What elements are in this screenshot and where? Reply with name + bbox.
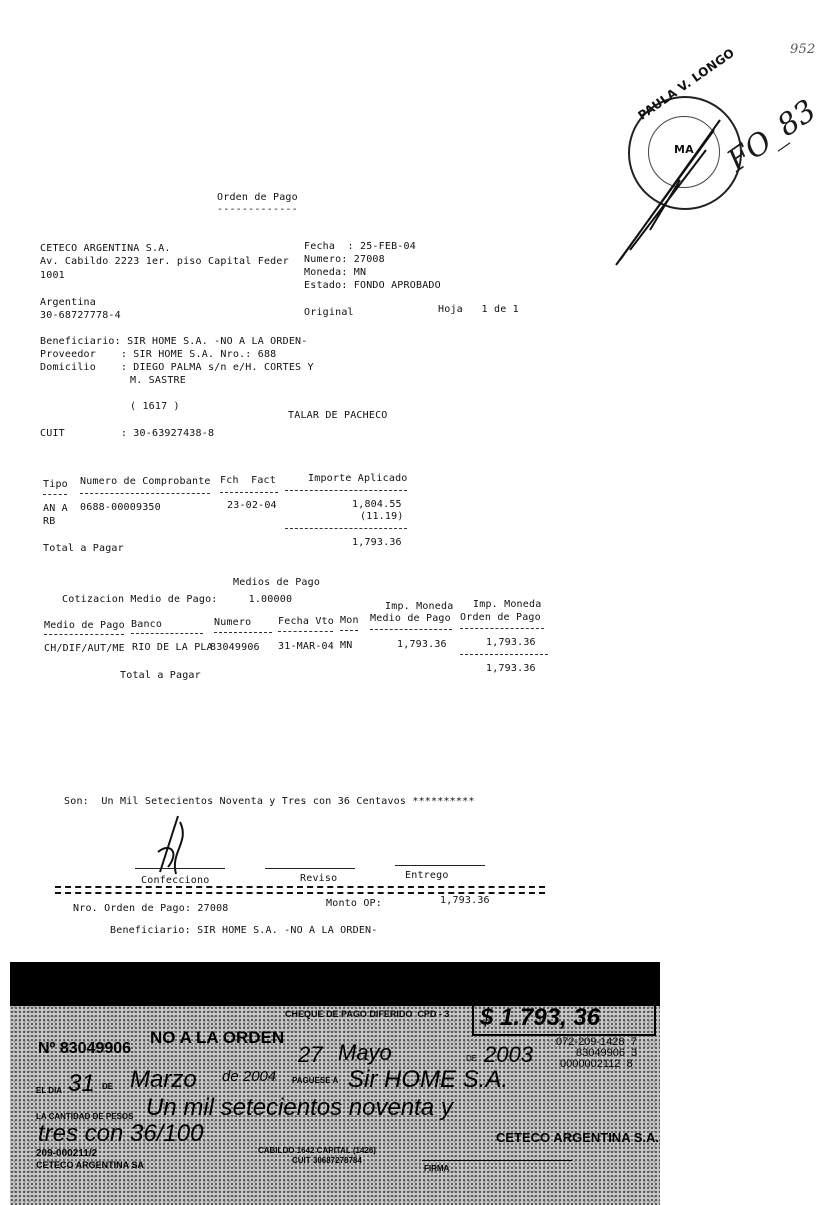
footer-nro-orden: Nro. Orden de Pago: 27008	[73, 903, 229, 914]
company-postal: 1001	[40, 270, 65, 281]
row-imp-orden: 1,793.36	[486, 637, 536, 648]
col-imp-orden-1: Imp. Moneda	[473, 599, 542, 610]
estado-field: Estado: FONDO APROBADO	[304, 280, 441, 291]
de2-label: DE	[102, 1082, 114, 1091]
company-country: Argentina	[40, 297, 96, 308]
cheque-account: 209-000211/2	[36, 1148, 98, 1159]
stamp-initials: MA	[674, 143, 694, 156]
col-medio: Medio de Pago	[44, 620, 125, 631]
divider	[340, 630, 358, 631]
col-numero: Numero de Comprobante	[80, 476, 211, 487]
cantidad-label: LA CANTIDAD DE PESOS	[36, 1112, 134, 1121]
row-numero: 0688-00009350	[80, 502, 161, 513]
row-numero: 83049906	[210, 642, 260, 653]
total-label: Total a Pagar	[43, 543, 124, 554]
footer-monto-label: Monto OP:	[326, 898, 382, 909]
row-mon: MN	[340, 640, 353, 651]
stamp-name: PAULA V. LONGO	[635, 45, 738, 123]
col-fecha: Fch Fact	[220, 475, 276, 486]
pay-day: 31	[68, 1070, 95, 1097]
row-tipo: RB	[43, 516, 56, 527]
proveedor-line: Proveedor : SIR HOME S.A. Nro.: 688	[40, 349, 277, 360]
title-underline: -------------	[217, 204, 298, 215]
signature-line	[135, 868, 225, 869]
hoja-label: Hoja 1 de 1	[438, 304, 519, 315]
footer-monto: 1,793.36	[440, 895, 490, 906]
divider	[43, 494, 67, 495]
localidad: TALAR DE PACHECO	[288, 410, 388, 421]
cheque-amount: $ 1.793, 36	[480, 1004, 601, 1031]
cheque-year: 2003	[484, 1042, 533, 1067]
divider	[220, 492, 278, 493]
divider	[460, 628, 544, 629]
paguese-label: PAGUESE A	[292, 1076, 339, 1085]
cheque-day: 27	[298, 1042, 323, 1067]
col-mon: Mon	[340, 615, 359, 626]
row-banco: RIO DE LA PLA	[132, 642, 213, 653]
row-importe: (11.19)	[360, 511, 404, 522]
row-medio: CH/DIF/AUT/ME	[44, 643, 125, 654]
sig-confecciono: Confecciono	[141, 875, 210, 886]
footer-beneficiario: Beneficiario: SIR HOME S.A. -NO A LA ORDEN-	[110, 925, 378, 936]
amount-words-2: tres con 36/100	[38, 1120, 204, 1147]
original-label: Original	[304, 307, 354, 318]
divider	[285, 490, 407, 491]
amount-in-words: Son: Un Mil Setecientos Noventa y Tres con 36 Centavos **********	[64, 796, 475, 807]
de-label: DE	[466, 1054, 478, 1063]
col-vto: Fecha Vto	[278, 616, 334, 627]
col-banco: Banco	[131, 619, 163, 630]
cheque-code-1: 072-209-1428 7	[556, 1036, 637, 1048]
col-imp-medio-1: Imp. Moneda	[385, 601, 454, 612]
cheque-month: Mayo	[338, 1040, 392, 1065]
postal-code: ( 1617 )	[130, 401, 180, 412]
row-tipo: AN A	[43, 503, 68, 514]
signature-scribble-icon	[610, 110, 740, 270]
signature-icon	[150, 812, 200, 882]
medios-total-value: 1,793.36	[486, 663, 536, 674]
sig-entrego: Entrego	[405, 870, 449, 881]
cheque-code-2: 83049906 3	[576, 1047, 638, 1059]
beneficiary-cuit: CUIT : 30-63927438-8	[40, 428, 215, 439]
divider	[214, 632, 272, 633]
col-importe: Importe Aplicado	[308, 473, 408, 484]
signature-line	[265, 868, 355, 869]
divider	[80, 493, 210, 494]
cheque-header-bar	[10, 962, 660, 1006]
row-imp-medio: 1,793.36	[397, 639, 447, 650]
divider	[370, 629, 452, 630]
divider	[278, 631, 333, 632]
no-a-la-orden: NO A LA ORDEN	[150, 1028, 285, 1047]
divider	[44, 634, 124, 635]
col-imp-orden-2: Orden de Pago	[460, 612, 541, 623]
domicilio-line: Domicilio : DIEGO PALMA s/n e/H. CORTES Y	[40, 362, 314, 373]
folio-handwritten: FO_83	[721, 93, 823, 179]
moneda-field: Moneda: MN	[304, 267, 367, 278]
cotizacion: Cotizacion Medio de Pago: 1.00000	[62, 594, 293, 605]
cheque-cuit: CUIT 30687278784	[292, 1156, 362, 1165]
pay-year: de 2004	[222, 1068, 277, 1085]
col-numero: Numero	[214, 617, 252, 628]
total-value: 1,793.36	[352, 537, 402, 548]
cheque-company: CETECO ARGENTINA S.A.	[496, 1130, 659, 1145]
domicilio-line-2: M. SASTRE	[130, 375, 186, 386]
cheque-number: Nº 83049906	[38, 1040, 132, 1057]
row-vto: 31-MAR-04	[278, 641, 334, 652]
pay-month: Marzo	[130, 1066, 197, 1093]
divider	[460, 654, 548, 655]
row-importe: 1,804.55	[352, 499, 402, 510]
amount-words-1: Un mil setecientos noventa y	[146, 1094, 453, 1121]
page-title: Orden de Pago	[217, 192, 298, 203]
divider	[131, 633, 203, 634]
cheque-type: CHEQUE DE PAGO DIFERIDO CPD - 3	[285, 1009, 450, 1019]
firma-line	[422, 1160, 572, 1161]
page-number: 952	[790, 42, 816, 57]
cheque-holder: CETECO ARGENTINA SA	[36, 1160, 144, 1170]
double-divider	[55, 886, 545, 894]
fecha-field: Fecha : 25-FEB-04	[304, 241, 416, 252]
company-address: Av. Cabildo 2223 1er. piso Capital Feder	[40, 256, 289, 267]
company-name: CETECO ARGENTINA S.A.	[40, 243, 171, 254]
cheque	[10, 962, 660, 1205]
company-cuit: 30-68727778-4	[40, 310, 121, 321]
el-dia-label: EL DIA	[36, 1086, 63, 1095]
cheque-code-3: 0000002112 8	[560, 1058, 633, 1070]
medios-total-label: Total a Pagar	[120, 670, 201, 681]
col-tipo: Tipo	[43, 479, 68, 490]
sig-reviso: Reviso	[300, 873, 338, 884]
col-imp-medio-2: Medio de Pago	[370, 613, 451, 624]
payee-handwritten: Sir HOME S.A.	[348, 1066, 509, 1093]
beneficiario-line: Beneficiario: SIR HOME S.A. -NO A LA ORDEN-	[40, 336, 308, 347]
medios-title: Medios de Pago	[233, 577, 321, 588]
row-fecha: 23-02-04	[227, 500, 277, 511]
firma-label: FIRMA	[424, 1164, 450, 1173]
cheque-address: CABILDO 1642 CAPITAL (1426)	[258, 1146, 376, 1155]
signature-line	[395, 865, 485, 866]
numero-field: Numero: 27008	[304, 254, 385, 265]
divider	[285, 528, 407, 529]
